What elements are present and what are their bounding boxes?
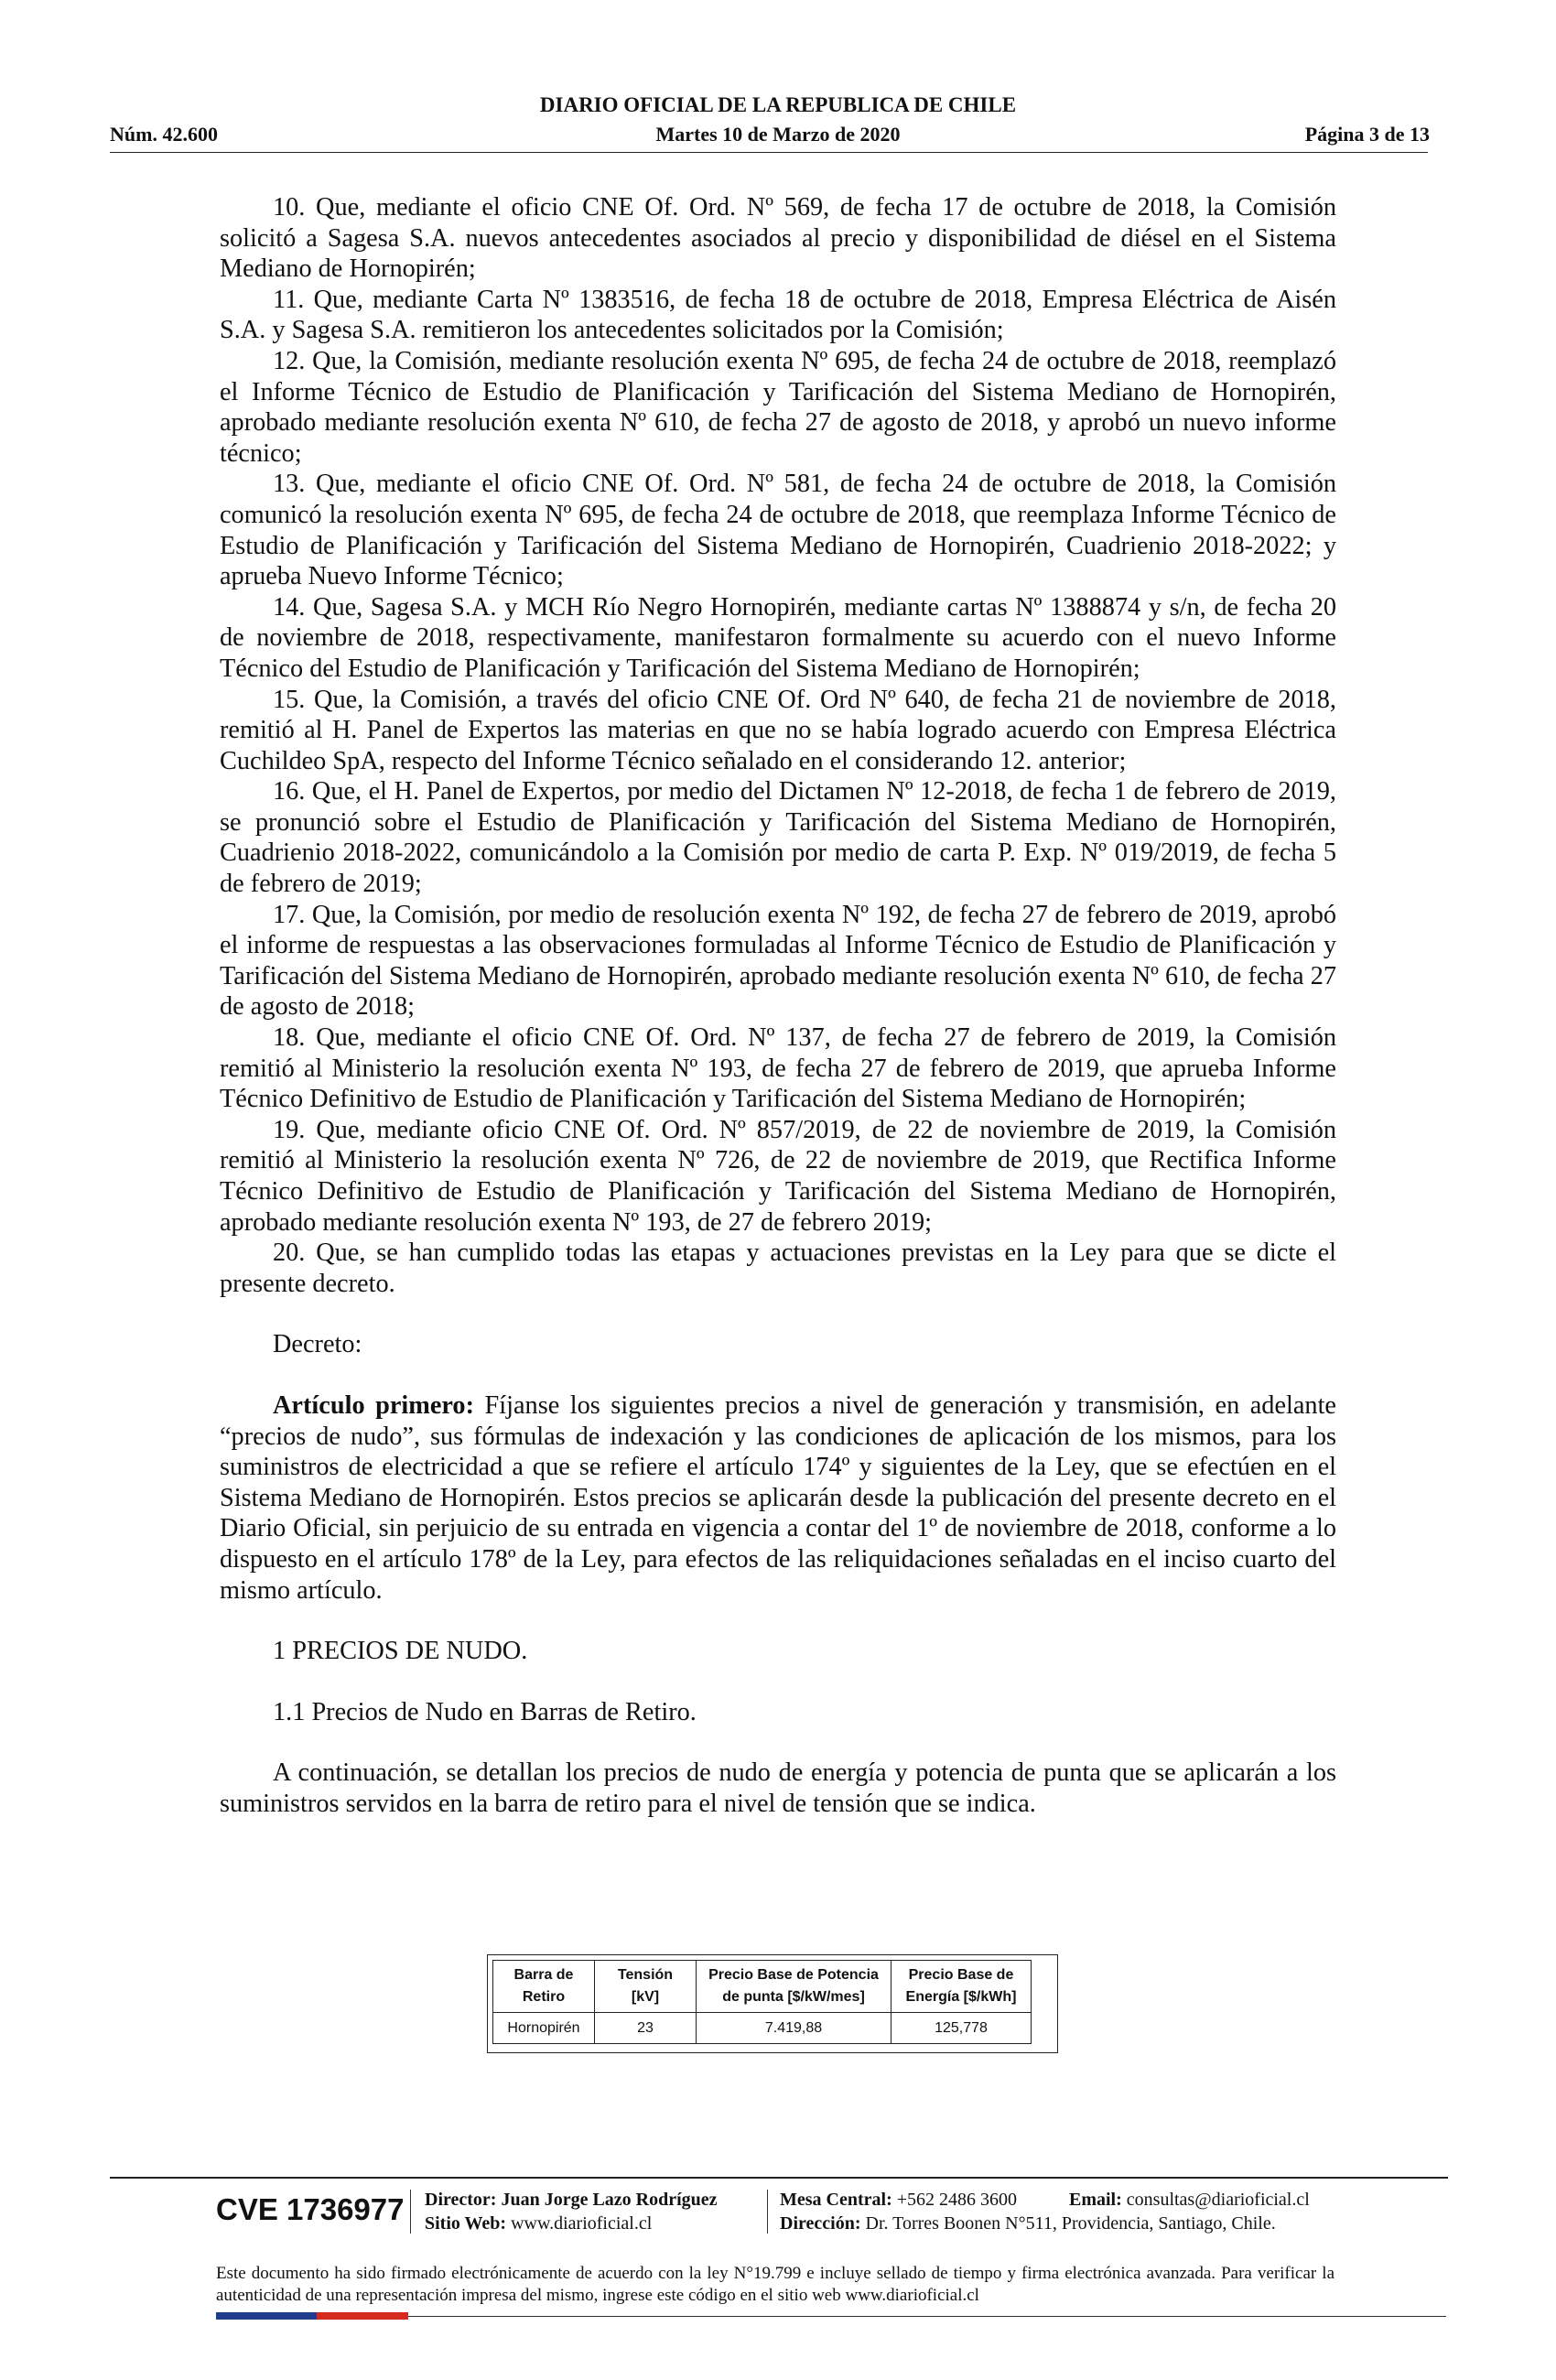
table-row [493,2013,1032,2044]
table-header-row [493,1961,1032,2013]
address-label: Dirección: [780,2213,861,2234]
footer-email [1069,2188,1310,2212]
header-potencia: Precio Base de Potencia de punta [$/kW/mes] [697,1961,891,2013]
director-label: Director: [425,2190,497,2210]
page-indicator: Página 3 de 13 [1304,123,1430,146]
site-label: Sitio Web: [425,2213,507,2234]
footer-separator [767,2190,768,2234]
article-first [220,1390,1336,1606]
cve-code: CVE 1736977 [216,2192,405,2226]
phone-value: +562 2486 3600 [896,2190,1018,2210]
footer-separator [410,2190,411,2234]
journal-title: DIARIO OFICIAL DE LA REPUBLICA DE CHILE [539,93,1017,116]
email-link[interactable]: consultas@diarioficial.cl [1126,2190,1310,2210]
paragraph-20: 20. Que, se han cumplido todas las etapas y actuaciones previstas en la Ley para que se dicte el presente decreto. [220,1239,1336,1298]
decreto-label: Decreto: [273,1330,362,1359]
section-heading-1: 1 PRECIOS DE NUDO. [273,1637,528,1666]
site-link[interactable]: www.diarioficial.cl [511,2213,653,2234]
paragraph-16: 16. Que, el H. Panel de Expertos, por medio del Dictamen Nº 12-2018, de fecha 1 de febrero de 2019, se pronunció sobre el Estudio de Planificación y Tarificación del Sistema Mediano de Hornopirén, Cuadrienio 2018-2022, comunicándolo a la Comisión por medio de carta P. Exp. Nº 019/2019, de fecha 5 de febrero de 2019; [220,777,1336,899]
header-barra: Barra de Retiro [493,1961,595,2013]
paragraph-10: 10. Que, mediante el oficio CNE Of. Ord. Nº 569, de fecha 17 de octubre de 2018, la Comisión solicitó a Sagesa S.A. nuevos antecedentes asociados al precio y disponibilidad de diésel en el Sistema Mediano de Hornopirén; [220,193,1336,284]
cell-energia: 125,778 [891,2013,1032,2044]
paragraph-18: 18. Que, mediante el oficio CNE Of. Ord. Nº 137, de fecha 27 de febrero de 2019, la Comisión remitió al Ministerio la resolución exenta Nº 193, de fecha 27 de febrero de 2019, que aprueba Informe Técnico Definitivo de Estudio de Planificación y Tarificación del Sistema Mediano de Hornopirén; [220,1023,1336,1114]
cell-tension: 23 [595,2013,697,2044]
table-intro: A continuación, se detallan los precios de nudo de energía y potencia de punta que se aplicarán a los suministros servidos en la barra de retiro para el nivel de tensión que se indica. [220,1758,1336,1818]
footer-director-block [425,2188,718,2235]
flag-stripe-blue [216,2312,317,2320]
signature-note: Este documento ha sido firmado electrónicamente de acuerdo con la ley N°19.799 e incluye sellado de tiempo y firma electrónica avanzada. Para verificar la autenticidad de una representación impresa del mismo, ingrese este código en el sitio web www.diarioficial.cl [216,2264,1334,2305]
header-energia: Precio Base de Energía [$/kWh] [891,1961,1032,2013]
header-tension: Tensión [kV] [595,1961,697,2013]
header-divider [110,152,1428,153]
paragraph-12: 12. Que, la Comisión, mediante resolución exenta Nº 695, de fecha 24 de octubre de 2018, reemplazó el Informe Técnico de Estudio de Planificación y Tarificación del Sistema Mediano de Hornopirén, aprobado mediante resolución exenta Nº 610, de fecha 27 de agosto de 2018, y aprobó un nuevo informe técnico; [220,346,1336,468]
paragraph-14: 14. Que, Sagesa S.A. y MCH Río Negro Hornopirén, mediante cartas Nº 1388874 y s/n, de fecha 20 de noviembre de 2018, respectivamente, manifestaron formalmente su acuerdo con el nuevo Informe Técnico del Estudio de Planificación y Tarificación del Sistema Mediano de Hornopirén; [220,592,1336,683]
issue-number: Núm. 42.600 [110,123,218,146]
phone-label: Mesa Central: [780,2190,892,2210]
paragraph-19: 19. Que, mediante oficio CNE Of. Ord. Nº 857/2019, de 22 de noviembre de 2019, la Comisión remitió al Ministerio la resolución exenta Nº 726, de 22 de noviembre de 2019, que Rectifica Informe Técnico Definitivo de Estudio de Planificación y Tarificación del Sistema Mediano de Hornopirén, aprobado mediante resolución exenta Nº 193, de 27 de febrero 2019; [220,1115,1336,1237]
article-first-text: Fíjanse los siguientes precios a nivel de generación y transmisión, en adelante “precios de nudo”, sus fórmulas de indexación y las condiciones de aplicación de los mismos, para los suministros de electricidad a que se refiere el artículo 174º y siguientes de la Ley, que se efectúen en el Sistema Mediano de Hornopirén. Estos precios se aplicarán desde la publicación del presente decreto en el Diario Oficial, sin perjuicio de su entrada en vigencia a contar del 1º de noviembre de 2018, conforme a lo dispuesto en el artículo 178º de la Ley, para efectos de las reliquidaciones señaladas en el inciso cuarto del mismo artículo. [220,1390,1336,1605]
cell-potencia: 7.419,88 [697,2013,891,2044]
paragraph-17: 17. Que, la Comisión, por medio de resolución exenta Nº 192, de fecha 27 de febrero de 2019, aprobó el informe de respuestas a las observaciones formuladas al Informe Técnico de Estudio de Planificación y Tarificación del Sistema Mediano de Hornopirén, aprobado mediante resolución exenta Nº 610, de fecha 27 de agosto de 2018; [220,900,1336,1022]
director-name: Juan Jorge Lazo Rodríguez [501,2190,718,2210]
issue-date: Martes 10 de Marzo de 2020 [655,123,901,146]
footer-divider [110,2177,1448,2179]
paragraph-13: 13. Que, mediante el oficio CNE Of. Ord. Nº 581, de fecha 24 de octubre de 2018, la Comisión comunicó la resolución exenta Nº 695, de fecha 24 de octubre de 2018, que reemplaza Informe Técnico de Estudio de Planificación y Tarificación del Sistema Mediano de Hornopirén, Cuadrienio 2018-2022; y aprueba Nuevo Informe Técnico; [220,470,1336,591]
email-label: Email: [1069,2190,1122,2210]
paragraph-15: 15. Que, la Comisión, a través del oficio CNE Of. Ord Nº 640, de fecha 21 de noviembre de 2018, remitió al H. Panel de Expertos las materias en que no se había logrado acuerdo con Empresa Eléctrica Cuchildeo SpA, respecto del Informe Técnico señalado en el considerando 12. anterior; [220,685,1336,775]
address-value: Dr. Torres Boonen N°511, Providencia, Santiago, Chile. [865,2213,1276,2234]
cell-barra: Hornopirén [493,2013,595,2044]
flag-stripe-red [317,2312,408,2320]
article-first-label: Artículo primero: [273,1390,475,1420]
paragraph-11: 11. Que, mediante Carta Nº 1383516, de fecha 18 de octubre de 2018, Empresa Eléctrica de Aisén S.A. y Sagesa S.A. remitieron los antecedentes solicitados por la Comisión; [220,285,1336,345]
document-body [220,192,1336,1820]
prices-table [492,1960,1032,2044]
section-heading-1-1: 1.1 Precios de Nudo en Barras de Retiro. [273,1697,697,1726]
